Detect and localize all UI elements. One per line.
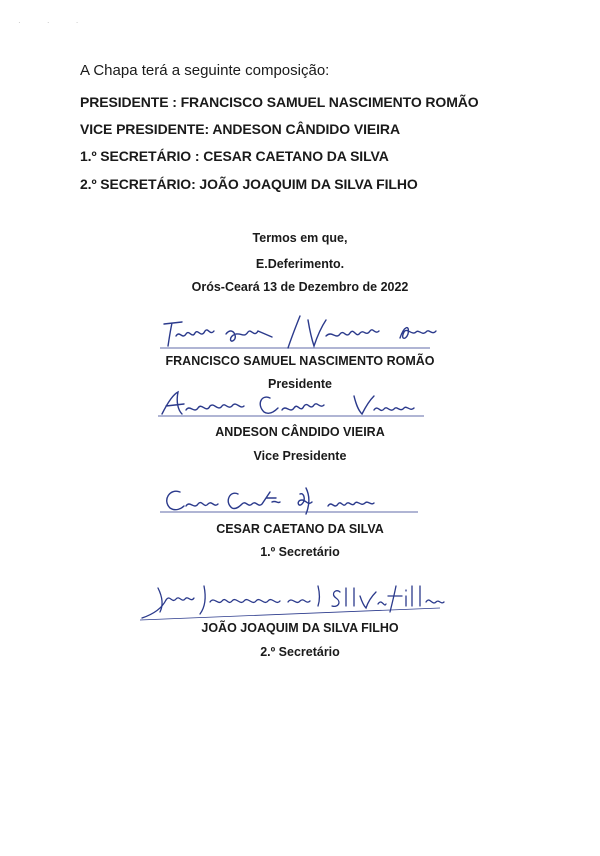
signatory-role-vice-president: Vice Presidente <box>253 449 347 463</box>
signatory-role-first-secretary: 1.º Secretário <box>260 545 340 559</box>
signature-president <box>160 312 460 352</box>
composition-president: PRESIDENTE : FRANCISCO SAMUEL NASCIMENTO ROMÃO <box>80 94 479 110</box>
signature-first-secretary <box>160 484 420 516</box>
place-date: Orós-Ceará 13 de Dezembro de 2022 <box>191 280 409 294</box>
intro-text: A Chapa terá a seguinte composição: <box>80 62 330 79</box>
closing-termos: Termos em que, <box>252 231 348 245</box>
signatory-role-president: Presidente <box>268 377 332 391</box>
composition-second-secretary: 2.º SECRETÁRIO: JOÃO JOAQUIM DA SILVA FILHO <box>80 176 418 192</box>
signatory-name-vice-president: ANDESON CÂNDIDO VIEIRA <box>215 425 385 439</box>
signature-vice-president <box>158 388 428 420</box>
signatory-name-president: FRANCISCO SAMUEL NASCIMENTO ROMÃO <box>165 354 435 368</box>
signature-second-secretary <box>140 582 450 622</box>
signatory-role-second-secretary: 2.º Secretário <box>260 645 340 659</box>
signatory-name-second-secretary: JOÃO JOAQUIM DA SILVA FILHO <box>201 621 399 635</box>
signatory-name-first-secretary: CESAR CAETANO DA SILVA <box>216 522 384 536</box>
composition-first-secretary: 1.º SECRETÁRIO : CESAR CAETANO DA SILVA <box>80 148 389 164</box>
composition-vice-president: VICE PRESIDENTE: ANDESON CÂNDIDO VIEIRA <box>80 121 400 137</box>
closing-deferimento: E.Deferimento. <box>255 257 345 271</box>
scan-specks: · · · <box>18 18 91 27</box>
